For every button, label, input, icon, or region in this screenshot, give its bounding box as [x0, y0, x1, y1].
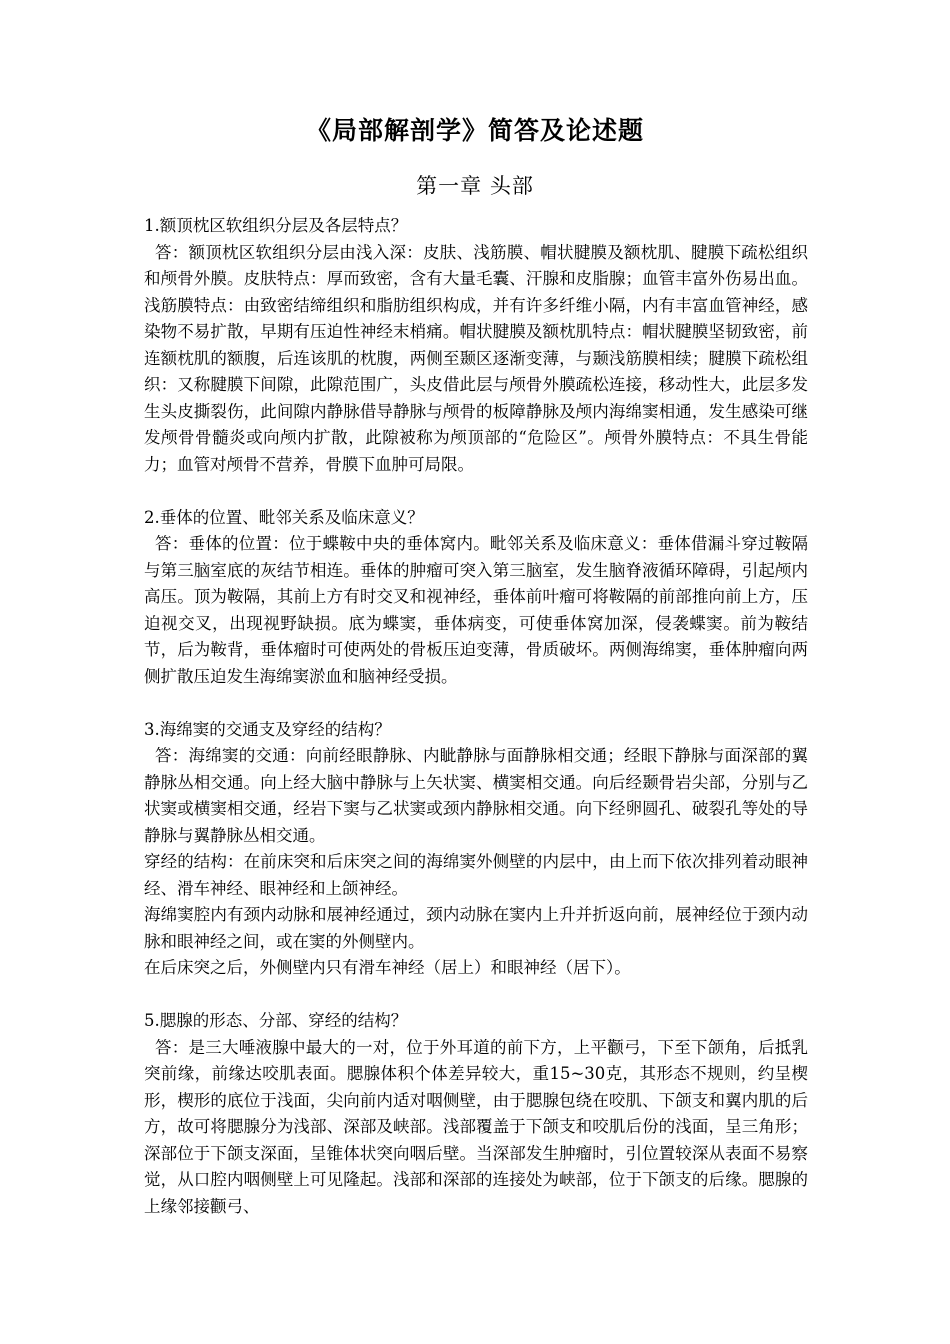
chapter-title: 第一章 头部 [416, 174, 534, 198]
qa-section [144, 1008, 808, 1220]
answer-paragraph: 答：是三大唾液腺中最大的一对，位于外耳道的前下方，上平颧弓，下至下颌角，后抵乳突前缘，前缘达咬肌表面。腮腺体积个体差异较大，重15~30克，其形态不规则，约呈楔形，楔形的底位于浅面，尖向前内适对咽侧壁，由于腮腺包绕在咬肌、下颌支和翼内肌的后方，故可将腮腺分为浅部、深部及峡部。浅部覆盖于下颌支和咬肌后份的浅面，呈三角形；深部位于下颌支深面，呈锥体状突向咽后壁。当深部发生肿瘤时，引位置较深从表面不易察觉，从口腔内咽侧壁上可见隆起。浅部和深部的连接处为峡部，位于下颌支的后缘。腮腺的上缘邻接颧弓、 [144, 1037, 808, 1216]
document-title: 《局部解剖学》简答及论述题 [305, 116, 644, 145]
question-heading: 3.海绵窦的交通支及穿经的结构？ [144, 719, 391, 739]
document-body [144, 213, 808, 1220]
answer-paragraph: 答：额顶枕区软组织分层由浅入深：皮肤、浅筋膜、帽状腱膜及额枕肌、腱膜下疏松组织和颅骨外膜。皮肤特点：厚而致密，含有大量毛囊、汗腺和皮脂腺；血管丰富外伤易出血。浅筋膜特点：由致密结缔组织和脂肪组织构成，并有许多纤维小隔，内有丰富血管神经，感染物不易扩散，早期有压迫性神经末梢痛。帽状腱膜及额枕肌特点：帽状腱膜坚韧致密，前连额枕肌的额腹，后连该肌的枕腹，两侧至颞区逐渐变薄，与颞浅筋膜相续；腱膜下疏松组织：又称腱膜下间隙，此隙范围广，头皮借此层与颅骨外膜疏松连接，移动性大，此层多发生头皮撕裂伤，此间隙内静脉借导静脉与颅骨的板障静脉及颅内海绵窦相通，发生感染可继发颅骨骨髓炎或向颅内扩散，此隙被称为颅顶部的“危险区”。颅骨外膜特点：不具生骨能力；血管对颅骨不营养，骨膜下血肿可局限。 [144, 242, 808, 474]
answer-paragraph: 穿经的结构：在前床突和后床突之间的海绵窦外侧壁的内层中，由上而下依次排列着动眼神经、滑车神经、眼神经和上颌神经。 [144, 852, 808, 898]
qa-section [144, 717, 808, 982]
qa-section [144, 213, 808, 478]
question-heading: 5.腮腺的形态、分部、穿经的结构？ [144, 1011, 408, 1030]
question-heading: 2.垂体的位置、毗邻关系及临床意义？ [144, 507, 424, 527]
section-gap [144, 982, 808, 1009]
section-gap [144, 690, 808, 717]
answer-paragraph: 在后床突之后，外侧壁内只有滑车神经（居上）和眼神经（居下）。 [144, 958, 631, 977]
question-heading: 1.额顶枕区软组织分层及各层特点？ [144, 216, 408, 235]
qa-section [144, 505, 808, 691]
answer-paragraph: 答：海绵窦的交通：向前经眼静脉、内眦静脉与面静脉相交通；经眼下静脉与面深部的翼静脉丛相交通。向上经大脑中静脉与上矢状窦、横窦相交通。向后经颞骨岩尖部，分别与乙状窦或横窦相交通，经岩下窦与乙状窦或颈内静脉相交通。向下经卵圆孔、破裂孔等处的导静脉与翼静脉丛相交通。 [144, 746, 808, 845]
answer-paragraph: 答：垂体的位置：位于蝶鞍中央的垂体窝内。毗邻关系及临床意义：垂体借漏斗穿过鞍隔与第三脑室底的灰结节相连。垂体的肿瘤可突入第三脑室，发生脑脊液循环障碍，引起颅内高压。顶为鞍隔，其前上方有时交叉和视神经，垂体前叶瘤可将鞍隔的前部推向前上方，压迫视交叉，出现视野缺损。底为蝶窦，垂体病变，可使垂体窝加深，侵袭蝶窦。前为鞍结节，后为鞍背，垂体瘤时可使两处的骨板压迫变薄，骨质破坏。两侧海绵窦，垂体肿瘤向两侧扩散压迫发生海绵窦淤血和脑神经受损。 [144, 534, 808, 686]
section-gap [144, 478, 808, 505]
answer-paragraph: 海绵窦腔内有颈内动脉和展神经通过，颈内动脉在窦内上升并折返向前，展神经位于颈内动脉和眼神经之间，或在窦的外侧壁内。 [144, 905, 808, 951]
